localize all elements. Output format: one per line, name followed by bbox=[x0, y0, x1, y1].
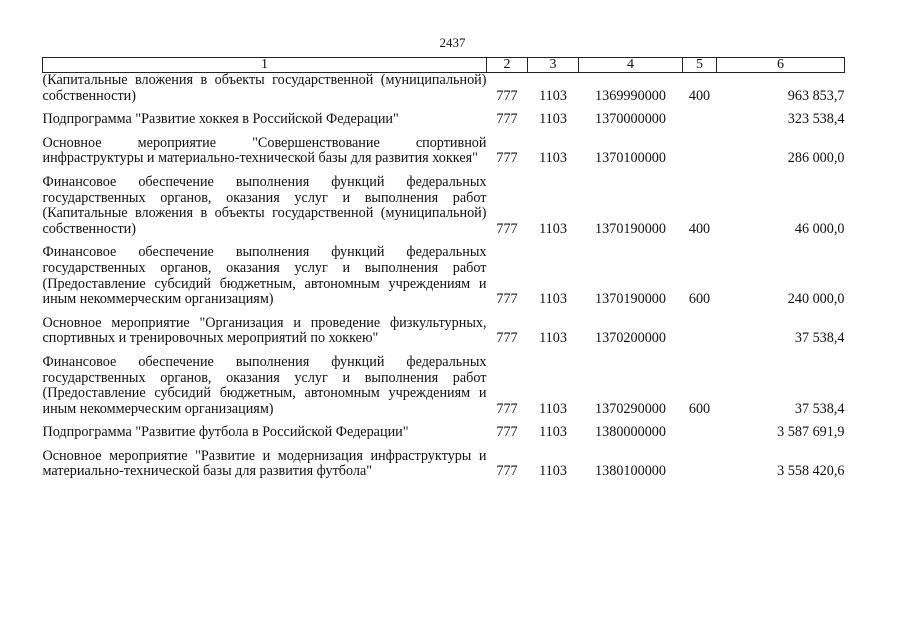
row-col6: 37 538,4 bbox=[794, 330, 845, 347]
row-col2: 777 bbox=[496, 150, 518, 167]
row-col5 bbox=[683, 136, 717, 167]
table-row bbox=[43, 245, 845, 307]
row-col4: 1380000000 bbox=[595, 424, 666, 441]
table-header-row bbox=[43, 58, 845, 73]
row-col6: 3 558 420,6 bbox=[777, 463, 845, 480]
table-row bbox=[43, 112, 845, 128]
row-col2: 777 bbox=[496, 291, 518, 308]
row-col3: 1103 bbox=[539, 291, 567, 308]
row-col3: 1103 bbox=[539, 220, 567, 237]
row-col5: 600 bbox=[688, 291, 711, 308]
row-col6: 240 000,0 bbox=[787, 291, 845, 308]
table-row bbox=[43, 73, 845, 105]
row-name: Подпрограмма "Развитие хоккея в Российской Федерации" bbox=[42, 111, 399, 128]
row-col2: 777 bbox=[496, 111, 518, 128]
table-row bbox=[43, 175, 845, 237]
row-col5 bbox=[683, 316, 717, 347]
row-col5: 400 bbox=[688, 220, 711, 237]
row-col3: 1103 bbox=[539, 463, 567, 480]
table-row bbox=[43, 136, 845, 167]
row-col3: 1103 bbox=[539, 424, 567, 441]
row-col5: 400 bbox=[688, 87, 711, 104]
row-col6: 46 000,0 bbox=[794, 220, 845, 237]
row-col3: 1103 bbox=[539, 400, 567, 417]
row-name: (Капитальные вложения в объекты государственной (муниципальной) собственности) bbox=[42, 72, 487, 104]
row-col2: 777 bbox=[496, 330, 518, 347]
table-row bbox=[43, 355, 845, 417]
header-col-1: 1 bbox=[43, 58, 487, 73]
row-col4: 1370100000 bbox=[595, 150, 666, 167]
row-col5 bbox=[683, 425, 717, 441]
row-col6: 323 538,4 bbox=[787, 111, 845, 128]
table-row bbox=[43, 449, 845, 480]
row-col4: 1370000000 bbox=[595, 111, 666, 128]
row-name: Финансовое обеспечение выполнения функций федеральных государственных органов, оказания услуг и выполнения работ (Предоставление субсидий бюджетным, автономным учреждениям и иным некоммерческим организациям) bbox=[42, 244, 487, 308]
row-name: Финансовое обеспечение выполнения функций федеральных государственных органов, оказания услуг и выполнения работ (Предоставление субсидий бюджетным, автономным учреждениям и иным некоммерческим организациям) bbox=[42, 353, 487, 417]
row-col4: 1370190000 bbox=[595, 291, 666, 308]
header-col-2: 2 bbox=[487, 58, 528, 73]
row-col4: 1369990000 bbox=[595, 87, 666, 104]
row-name: Подпрограмма "Развитие футбола в Российской Федерации" bbox=[42, 424, 409, 441]
budget-table bbox=[42, 57, 845, 480]
row-col3: 1103 bbox=[539, 330, 567, 347]
row-col3: 1103 bbox=[539, 111, 567, 128]
row-col5 bbox=[683, 449, 717, 480]
header-col-3: 3 bbox=[528, 58, 579, 73]
row-col6: 963 853,7 bbox=[787, 87, 845, 104]
row-col3: 1103 bbox=[539, 87, 567, 104]
row-col5 bbox=[683, 112, 717, 128]
row-col6: 37 538,4 bbox=[794, 400, 845, 417]
row-col2: 777 bbox=[496, 424, 518, 441]
row-col2: 777 bbox=[496, 220, 518, 237]
row-name: Финансовое обеспечение выполнения функций федеральных государственных органов, оказания услуг и выполнения работ (Капитальные вложения в объекты государственной (муниципальной) собственности) bbox=[42, 173, 487, 237]
row-col5: 600 bbox=[688, 400, 711, 417]
header-col-4: 4 bbox=[579, 58, 683, 73]
row-name: Основное мероприятие "Совершенствование спортивной инфраструктуры и материально-технической базы для развития хоккея" bbox=[42, 134, 487, 167]
row-col4: 1370200000 bbox=[595, 330, 666, 347]
row-name: Основное мероприятие "Развитие и модернизация инфраструктуры и материально-технической базы для развития футбола" bbox=[42, 447, 487, 480]
header-col-6: 6 bbox=[717, 58, 845, 73]
row-col4: 1370290000 bbox=[595, 400, 666, 417]
row-col3: 1103 bbox=[539, 150, 567, 167]
row-col6: 3 587 691,9 bbox=[777, 424, 845, 441]
row-col2: 777 bbox=[496, 400, 518, 417]
row-col4: 1370190000 bbox=[595, 220, 666, 237]
row-col2: 777 bbox=[496, 87, 518, 104]
table-row bbox=[43, 316, 845, 347]
table-row bbox=[43, 425, 845, 441]
page-number: 2437 bbox=[439, 35, 466, 50]
row-col6: 286 000,0 bbox=[787, 150, 845, 167]
row-col4: 1380100000 bbox=[595, 463, 666, 480]
row-col2: 777 bbox=[496, 463, 518, 480]
row-name: Основное мероприятие "Организация и проведение физкультурных, спортивных и тренировочных мероприятий по хоккею" bbox=[42, 314, 487, 347]
header-col-5: 5 bbox=[683, 58, 717, 73]
